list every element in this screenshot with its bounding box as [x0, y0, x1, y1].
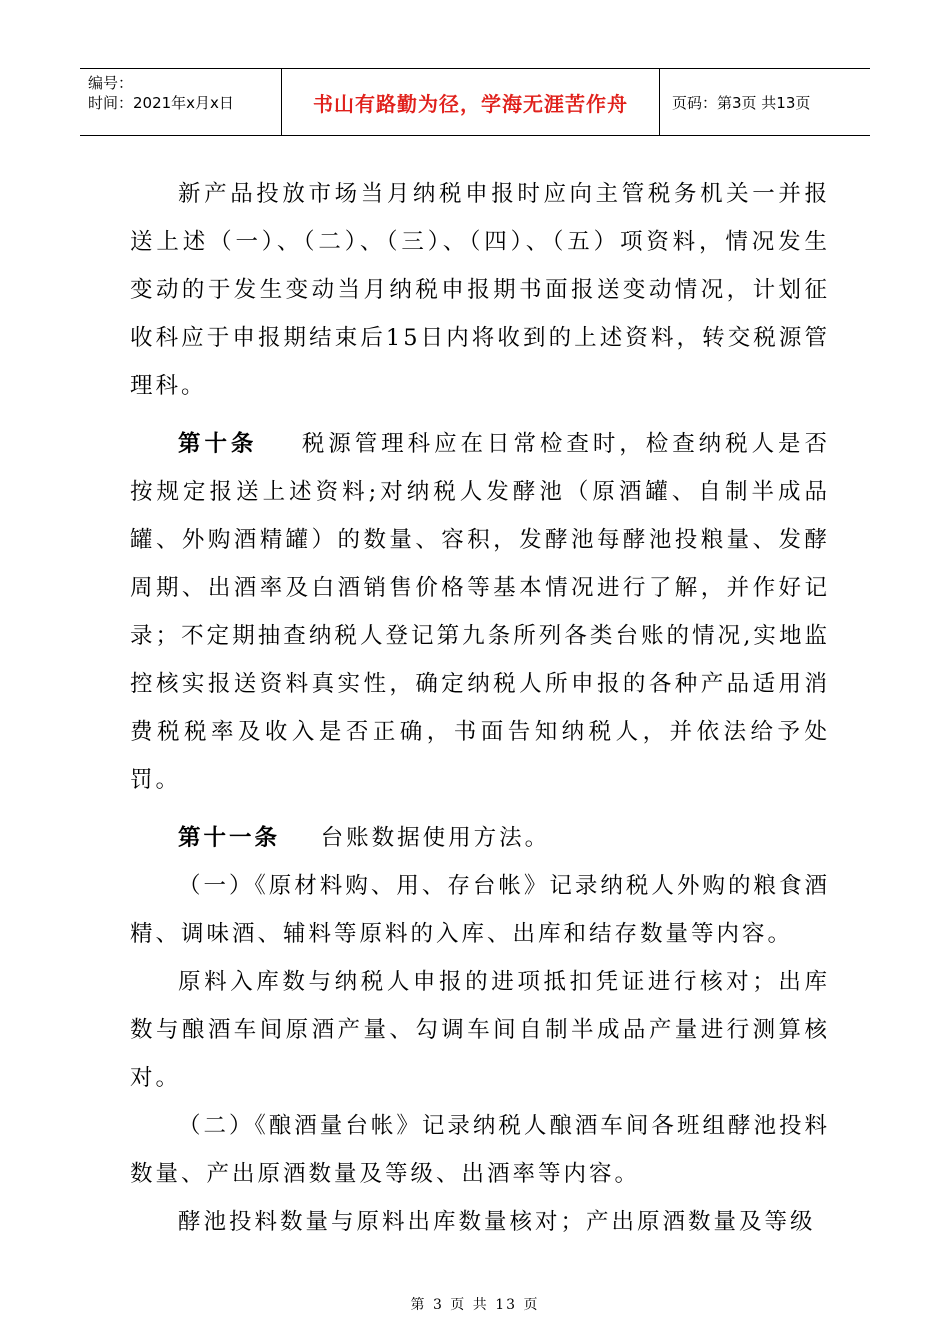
article-11 [130, 814, 830, 862]
paragraph-submission: 新产品投放市场当月纳税申报时应向主管税务机关一并报送上述（一）、（二）、（三）、（四）、（五）项资料，情况发生变动的于发生变动当月纳税申报期书面报送变动情况，计划征收科应于申报期结束后15日内将收到的上述资料，转交税源管理科。 [130, 181, 830, 399]
header-meta [80, 69, 282, 135]
paragraph-item-2: （二）《酿酒量台帐》记录纳税人酿酒车间各班组酵池投料数量、产出原酒数量及等级、出酒率等内容。 [130, 1113, 830, 1187]
header-page-number: 页码：第3页 共13页 [672, 93, 811, 112]
article-10 [130, 420, 830, 804]
header-motto: 书山有路勤为径，学海无涯苦作舟 [282, 69, 660, 135]
article-11-text: 台账数据使用方法。 [320, 825, 551, 851]
page-footer: 第 3 页 共 13 页 [410, 1297, 540, 1313]
document-time: 时间：2021年x月x日 [88, 94, 234, 112]
article-10-text: 税源管理科应在日常检查时，检查纳税人是否按规定报送上述资料;对纳税人发酵池（原酒罐、自制半成品罐、外购酒精罐）的数量、容积，发酵池每酵池投粮量、发酵周期、出酒率及白酒销售价格等基本情况进行了解，并作好记录；不定期抽查纳税人登记第九条所列各类台账的情况,实地监控核实报送资料真实性，确定纳税人所申报的各种产品适用消费税税率及收入是否正确，书面告知纳税人，并依法给予处罚。 [130, 431, 830, 793]
document-number: 编号： [88, 74, 134, 92]
paragraph-item-1: （一）《原材料购、用、存台帐》记录纳税人外购的粮食酒精、调味酒、辅料等原料的入库、出库和结存数量等内容。 [130, 873, 830, 947]
paragraph-item-2-check: 酵池投料数量与原料出库数量核对；产出原酒数量及等级 [178, 1209, 816, 1235]
article-10-title: 第十条 [178, 431, 258, 457]
paragraph-item-1-check: 原料入库数与纳税人申报的进项抵扣凭证进行核对；出库数与酿酒车间原酒产量、勾调车间自制半成品产量进行测算核对。 [130, 969, 830, 1091]
article-11-title: 第十一条 [178, 825, 281, 851]
page-header [80, 68, 870, 136]
document-body [130, 170, 830, 1246]
